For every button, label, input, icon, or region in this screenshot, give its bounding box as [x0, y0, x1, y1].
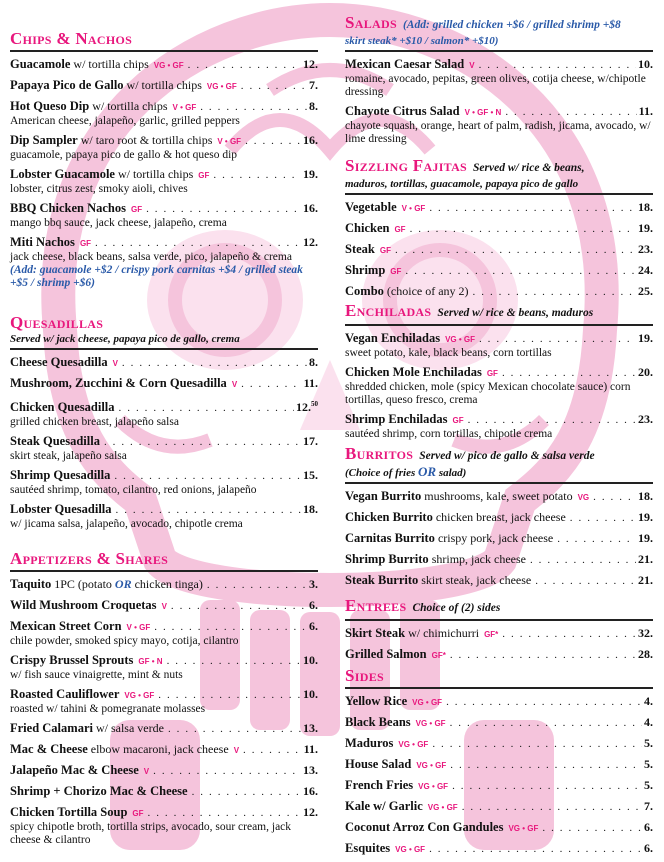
- price: 19.: [638, 531, 653, 545]
- item-description: skirt steak, jalapeño salsa: [10, 450, 127, 462]
- item-description: sweet potato, kale, black beans, corn tortillas: [345, 347, 552, 359]
- menu-item: Lobster Guacamole w/ tortilla chips GF . . . 19. lobster, citrus zest, smoky aioli, chives: [10, 167, 318, 196]
- menu-item: Vegan Enchiladas VG • GF . . . 19. sweet potato, kale, black beans, corn tortillas: [345, 331, 653, 360]
- item-description: spicy chipotle broth, tortilla strips, avocado, sour cream, jack cheese & cilantro: [10, 821, 292, 846]
- menu-item: French Fries VG • GF . . . 5.: [345, 778, 653, 794]
- item-description: lobster, citrus zest, smoky aioli, chives: [10, 183, 188, 195]
- price: 17.: [303, 434, 318, 448]
- price: 21.: [638, 573, 653, 587]
- price: 7.: [644, 799, 653, 813]
- diet-tags: VG • GF: [412, 698, 443, 707]
- menu-item: Fried Calamari w/ salsa verde . . . 13.: [10, 721, 318, 737]
- price: 23.: [638, 412, 653, 426]
- menu-item: Mac & Cheese elbow macaroni, jack cheese V . . . 11.: [10, 742, 318, 758]
- menu-item: Hot Queso Dip w/ tortilla chips V • GF . . . 8. American cheese, jalapeño, garlic, grilled peppers: [10, 99, 318, 128]
- menu-item: Miti Nachos GF . . . 12. jack cheese, black beans, salsa verde, pico, jalapeño & crema (Add: guacamole +$2 / crispy pork carnitas +$4 / grilled steak +$5 / shrimp +$6): [10, 235, 318, 290]
- diet-tags: GF • N: [138, 657, 163, 666]
- divider: [345, 619, 653, 621]
- menu-item: BBQ Chicken Nachos GF . . . 16. mango bbq sauce, jack cheese, jalapeño, crema: [10, 201, 318, 230]
- divider: [345, 687, 653, 689]
- price: 4.: [644, 694, 653, 708]
- diet-tags: GF: [132, 809, 144, 818]
- menu-item: Kale w/ Garlic VG • GF . . . 7.: [345, 799, 653, 815]
- price: 28.: [638, 647, 653, 661]
- menu-item: Chicken Mole Enchiladas GF . . . 20. shredded chicken, mole (spicy Mexican chocolate sauce) corn tortillas, queso fresco, crema: [345, 365, 653, 407]
- diet-tags: V: [143, 767, 150, 776]
- menu-item: Lobster Quesadilla . . . 18. w/ jicama salsa, jalapeño, avocado, chipotle crema: [10, 502, 318, 531]
- price: 11.: [303, 742, 318, 756]
- diet-tags: V • GF: [172, 103, 197, 112]
- menu-item: Grilled Salmon GF* . . . 28.: [345, 647, 653, 663]
- section-title: Quesadillas: [10, 313, 104, 332]
- price: 15.: [303, 468, 318, 482]
- item-description: roasted w/ tahini & pomegranate molasses: [10, 703, 206, 715]
- price: 13.: [303, 763, 318, 777]
- price: 10.: [303, 687, 318, 701]
- section-burritos: [345, 445, 653, 594]
- menu-item: Esquites VG • GF . . . 6.: [345, 841, 653, 857]
- menu-item: Yellow Rice VG • GF . . . 4.: [345, 694, 653, 710]
- section-note: Served w/ rice & beans,: [473, 162, 585, 174]
- price: 19.: [638, 331, 653, 345]
- item-description: sautéed shrimp, corn tortillas, chipotle crema: [345, 428, 553, 440]
- section-title: Entrees: [345, 596, 407, 615]
- diet-tags: V • GF: [401, 204, 426, 213]
- section-sides: [345, 667, 653, 862]
- section-title: Sides: [345, 666, 384, 685]
- price: 8.: [309, 355, 318, 369]
- diet-tags: GF: [79, 239, 92, 248]
- menu-item: Carnitas Burrito crispy pork, jack cheese . . . 19.: [345, 531, 653, 547]
- menu-item: Shrimp Enchiladas GF . . . 23. sautéed shrimp, corn tortillas, chipotle crema: [345, 412, 653, 441]
- diet-tags: V • GF • N: [464, 108, 502, 117]
- divider: [345, 482, 653, 484]
- diet-tags: VG • GF: [124, 691, 155, 700]
- price: 13.: [303, 721, 318, 735]
- diet-tags: V: [469, 61, 475, 70]
- price: 12.: [303, 805, 318, 819]
- section-title: Salads: [345, 13, 397, 32]
- menu-item: Dip Sampler w/ taro root & tortilla chips V • GF . . . 16. guacamole, papaya pico de gallo & hot queso dip: [10, 133, 318, 162]
- diet-tags: VG • GF: [416, 761, 447, 770]
- diet-tags: V: [233, 746, 240, 755]
- price: 11.: [303, 376, 318, 390]
- divider: [10, 570, 318, 572]
- price: 11.: [638, 104, 653, 118]
- menu-item: Chicken Tortilla Soup GF . . . 12. spicy chipotle broth, tortilla strips, avocado, sour cream, jack cheese & cilantro: [10, 805, 318, 847]
- price: 5.: [644, 778, 653, 792]
- section-note: maduros, tortillas, guacamole, papaya pico de gallo: [345, 178, 579, 190]
- price: 8.: [309, 99, 318, 113]
- section-enchiladas: [345, 302, 653, 446]
- menu-item: Crispy Brussel Sprouts GF • N . . . 10. w/ fish sauce vinaigrette, mint & nuts: [10, 653, 318, 682]
- diet-tags: GF*: [484, 630, 499, 639]
- section-appetizers: [10, 550, 318, 852]
- diet-tags: VG • GF: [445, 335, 475, 344]
- diet-tags: VG: [577, 493, 590, 502]
- item-description: mango bbq sauce, jack cheese, jalapeño, crema: [10, 217, 227, 229]
- section-salads: [345, 14, 653, 151]
- section-title: Burritos: [345, 444, 414, 463]
- menu-item: Guacamole w/ tortilla chips VG • GF . . . 12.: [10, 57, 318, 73]
- price: 19.: [638, 221, 653, 235]
- section-note: (Choice of fries OR salad): [345, 464, 467, 479]
- menu-item: Shrimp Burrito shrimp, jack cheese . . . 21.: [345, 552, 653, 568]
- diet-tags: V • GF: [126, 623, 151, 632]
- diet-tags: VG • GF: [206, 82, 237, 91]
- price: 12.: [303, 235, 318, 249]
- section-title: Enchiladas: [345, 301, 432, 320]
- item-description: American cheese, jalapeño, garlic, grilled peppers: [10, 115, 240, 127]
- price: 18.: [638, 200, 653, 214]
- menu-item: Mexican Street Corn V • GF . . . 6. chile powder, smoked spicy mayo, cotija, cilantro: [10, 619, 318, 648]
- price: 18.: [303, 502, 318, 516]
- menu-item: Chicken Quesadilla . . . 12.50 grilled chicken breast, jalapeño salsa: [10, 397, 318, 429]
- section-note: skirt steak* +$10 / salmon* +$10): [345, 35, 499, 47]
- item-description: romaine, avocado, pepitas, green olives, cotija cheese, w/chipotle dressing: [345, 73, 646, 98]
- divider: [10, 50, 318, 52]
- section-title: Sizzling Fajitas: [345, 156, 468, 175]
- diet-tags: V: [161, 602, 167, 611]
- diet-tags: V • GF: [217, 137, 242, 146]
- section-note: Served w/ pico de gallo & salsa verde: [419, 450, 595, 462]
- item-description: chayote squash, orange, heart of palm, radish, jicama, avocado, w/ lime dressing: [345, 120, 651, 145]
- diet-tags: VG • GF: [415, 719, 446, 728]
- item-description: shredded chicken, mole (spicy Mexican chocolate sauce) corn tortillas, queso fresco, crema: [345, 381, 631, 406]
- price: 16.: [303, 784, 318, 798]
- item-description: sautéed shrimp, tomato, cilantro, red onions, jalapeño: [10, 484, 257, 496]
- diet-tags: GF: [198, 171, 210, 180]
- diet-tags: VG • GF: [398, 740, 429, 749]
- menu-item: Jalapeño Mac & Cheese V . . . 13.: [10, 763, 318, 779]
- menu-item: Mushroom, Zucchini & Corn Quesadilla V . . . 11.: [10, 376, 318, 392]
- menu-item: Cheese Quesadilla V . . . 8.: [10, 355, 318, 371]
- diet-tags: GF: [486, 369, 498, 378]
- section-chips-nachos: [10, 30, 318, 295]
- menu-item: Chicken Burrito chicken breast, jack cheese . . . 19.: [345, 510, 653, 526]
- menu-item: Chicken GF . . . 19.: [345, 221, 653, 237]
- diet-tags: VG • GF: [418, 782, 449, 791]
- menu-item: Wild Mushroom Croquetas V . . . 6.: [10, 598, 318, 614]
- section-entrees: [345, 597, 653, 668]
- price: 6.: [309, 619, 318, 633]
- diet-tags: GF: [394, 225, 406, 234]
- menu-item: Vegan Burrito mushrooms, kale, sweet potato VG . . . 18.: [345, 489, 653, 505]
- price: 24.: [638, 263, 653, 277]
- price: 10.: [638, 57, 653, 71]
- price: 21.: [638, 552, 653, 566]
- section-note: (Add: grilled chicken +$6 / grilled shrimp +$8: [402, 19, 621, 31]
- price: 32.: [638, 626, 653, 640]
- price: 4.: [644, 715, 653, 729]
- price: 23.: [638, 242, 653, 256]
- menu-item: Steak Quesadilla . . . 17. skirt steak, jalapeño salsa: [10, 434, 318, 463]
- price: 18.: [638, 489, 653, 503]
- menu-item: Steak Burrito skirt steak, jack cheese . . . 21.: [345, 573, 653, 589]
- divider: [10, 348, 318, 350]
- diet-tags: V: [112, 359, 118, 368]
- section-title: Chips & Nachos: [10, 29, 133, 48]
- price: 12.: [303, 57, 318, 71]
- price: 16.: [303, 201, 318, 215]
- diet-tags: VG • GF: [508, 824, 539, 833]
- price: 19.: [303, 167, 318, 181]
- item-description: w/ fish sauce vinaigrette, mint & nuts: [10, 669, 183, 681]
- diet-tags: VG • GF: [395, 845, 426, 854]
- section-quesadillas: [10, 314, 318, 536]
- menu-item: Taquito 1PC (potato OR chicken tinga) . . . 3.: [10, 577, 318, 593]
- item-description: jack cheese, black beans, salsa verde, pico, jalapeño & crema: [10, 251, 292, 263]
- item-description: chile powder, smoked spicy mayo, cotija, cilantro: [10, 635, 239, 647]
- menu-item: Combo (choice of any 2) . . . 25.: [345, 284, 653, 300]
- price: 5.: [644, 757, 653, 771]
- diet-tags: GF: [379, 246, 391, 255]
- price: 3.: [309, 577, 318, 591]
- menu-item: Skirt Steak w/ chimichurri GF* . . . 32.: [345, 626, 653, 642]
- section-title: Appetizers & Shares: [10, 549, 169, 568]
- price: 6.: [644, 820, 653, 834]
- menu-item: Coconut Arroz Con Gandules VG • GF . . . 6.: [345, 820, 653, 836]
- price: 10.: [303, 653, 318, 667]
- menu-item: Shrimp + Chorizo Mac & Cheese . . . 16.: [10, 784, 318, 800]
- price: 6.: [644, 841, 653, 855]
- section-note: Served w/ jack cheese, papaya pico de gallo, crema: [10, 333, 240, 345]
- price: 16.: [303, 133, 318, 147]
- divider: [345, 50, 653, 52]
- menu-item: Roasted Cauliflower VG • GF . . . 10. roasted w/ tahini & pomegranate molasses: [10, 687, 318, 716]
- diet-tags: GF: [452, 416, 464, 425]
- menu-item: Papaya Pico de Gallo w/ tortilla chips VG • GF . . . 7.: [10, 78, 318, 94]
- divider: [345, 193, 653, 195]
- divider: [345, 324, 653, 326]
- menu-item: Steak GF . . . 23.: [345, 242, 653, 258]
- item-description: grilled chicken breast, jalapeño salsa: [10, 416, 179, 428]
- section-note: Choice of (2) sides: [412, 602, 501, 614]
- menu-item: House Salad VG • GF . . . 5.: [345, 757, 653, 773]
- diet-tags: GF: [131, 205, 143, 214]
- section-fajitas: [345, 157, 653, 305]
- add-on-note: (Add: guacamole +$2 / crispy pork carnitas +$4 / grilled steak +$5 / shrimp +$6): [10, 264, 303, 289]
- diet-tags: VG • GF: [427, 803, 458, 812]
- menu-item: Shrimp GF . . . 24.: [345, 263, 653, 279]
- diet-tags: VG • GF: [153, 61, 184, 70]
- diet-tags: V: [231, 380, 238, 389]
- price: 25.: [638, 284, 653, 298]
- price: 20.: [638, 365, 653, 379]
- menu-item: Black Beans VG • GF . . . 4.: [345, 715, 653, 731]
- price: 12.50: [296, 400, 318, 414]
- diet-tags: GF*: [431, 651, 446, 660]
- menu-item: Mexican Caesar Salad V . . . 10. romaine, avocado, pepitas, green olives, cotija cheese, w/chipotle dressing: [345, 57, 653, 99]
- price: 19.: [638, 510, 653, 524]
- price: 5.: [644, 736, 653, 750]
- menu-item: Vegetable V • GF . . . 18.: [345, 200, 653, 216]
- menu-item: Shrimp Quesadilla . . . 15. sautéed shrimp, tomato, cilantro, red onions, jalapeño: [10, 468, 318, 497]
- price: 7.: [309, 78, 318, 92]
- item-description: w/ jicama salsa, jalapeño, avocado, chipotle crema: [10, 518, 243, 530]
- menu-item: Maduros VG • GF . . . 5.: [345, 736, 653, 752]
- item-description: guacamole, papaya pico de gallo & hot queso dip: [10, 149, 238, 161]
- menu-item: Chayote Citrus Salad V • GF • N . . . 11. chayote squash, orange, heart of palm, radish, jicama, avocado, w/ lime dressing: [345, 104, 653, 146]
- section-note: Served w/ rice & beans, maduros: [437, 307, 594, 319]
- price: 6.: [309, 598, 318, 612]
- diet-tags: GF: [390, 267, 402, 276]
